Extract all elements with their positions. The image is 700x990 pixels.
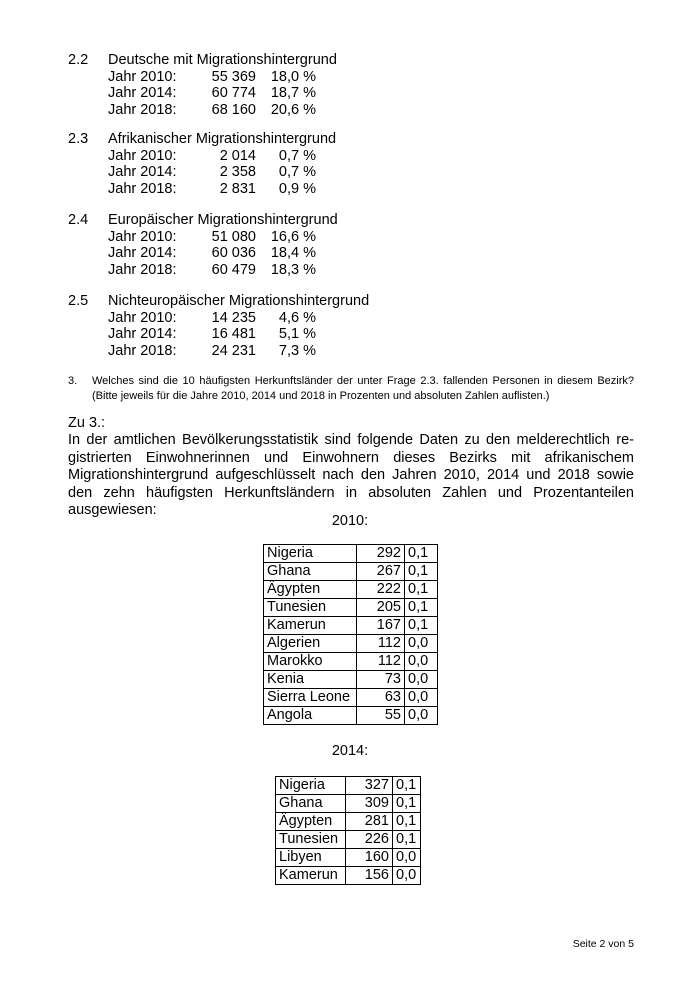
percent-cell: 0,1: [405, 599, 438, 617]
percent-cell: 0,1: [393, 777, 421, 795]
section-heading: [68, 52, 337, 69]
absolute-cell: 63: [357, 689, 405, 707]
percent-value: 20,6 %: [270, 101, 316, 118]
country-cell: Algerien: [264, 635, 357, 653]
absolute-value: 60 036: [211, 245, 256, 262]
country-cell: Kenia: [264, 671, 357, 689]
section-heading: [68, 293, 369, 310]
absolute-cell: 167: [357, 617, 405, 635]
table-row: [276, 813, 421, 831]
answer-heading: Zu 3.:: [68, 415, 106, 431]
percent-value: 18,7 %: [270, 85, 316, 102]
table-row: [264, 671, 438, 689]
absolute-cell: 112: [357, 653, 405, 671]
year-row: [108, 262, 338, 279]
answer-text: In der amtlichen Bevölkerungsstatistik sind folgende Daten zu den melderechtlich registrierten Einwohnerinnen und Einwohnern dieses Bezirks mit afrikanischem Migrationshintergrund aufgeschlüsselt nach den Jahren 2010, 2014 und 2018 sowie den zehn häufigsten Herkunftsländern in absoluten Zahlen und Prozentanteilen ausgewiesen:: [68, 432, 634, 518]
country-cell: Ägypten: [276, 813, 346, 831]
country-cell: Tunesien: [276, 831, 346, 849]
year-row: [108, 326, 369, 343]
country-cell: Ghana: [264, 563, 357, 581]
percent-cell: 0,0: [405, 689, 438, 707]
table-row: [276, 795, 421, 813]
section-2-4: [68, 212, 338, 278]
table-row: [276, 849, 421, 867]
page-number: Seite 2 von 5: [572, 938, 634, 950]
percent-cell: 0,0: [405, 707, 438, 725]
question-text: Welches sind die 10 häufigsten Herkunftsländer der unter Frage 2.3. fallenden Personen in diesem Bezirk? (Bitte jeweils für die Jahre 2010, 2014 und 2018 in Prozenten und absoluten Zahlen auflisten.): [92, 375, 634, 402]
percent-cell: 0,0: [405, 653, 438, 671]
absolute-cell: 112: [357, 635, 405, 653]
percent-value: 0,7 %: [278, 164, 316, 181]
percent-value: 5,1 %: [278, 326, 316, 343]
absolute-cell: 160: [346, 849, 393, 867]
country-cell: Marokko: [264, 653, 357, 671]
absolute-value: 2 014: [219, 147, 256, 164]
percent-value: 4,6 %: [278, 309, 316, 326]
year-label: Jahr 2010:: [108, 228, 177, 245]
absolute-cell: 281: [346, 813, 393, 831]
year-row: [108, 102, 337, 119]
percent-value: 0,9 %: [278, 180, 316, 197]
percent-value: 18,0 %: [270, 68, 316, 85]
table-row: [276, 777, 421, 795]
percent-cell: 0,0: [405, 671, 438, 689]
year-label: Jahr 2010:: [108, 309, 177, 326]
section-title: Deutsche mit Migrationshintergrund: [108, 52, 337, 68]
table-row: [264, 581, 438, 599]
country-cell: Tunesien: [264, 599, 357, 617]
percent-cell: 0,0: [393, 867, 421, 885]
section-number: 2.3: [68, 131, 89, 147]
percent-value: 0,7 %: [278, 147, 316, 164]
country-cell: Nigeria: [276, 777, 346, 795]
year-row: [108, 85, 337, 102]
year-row: [108, 148, 336, 165]
absolute-value: 2 358: [219, 164, 256, 181]
absolute-cell: 156: [346, 867, 393, 885]
table-row: [264, 545, 438, 563]
absolute-cell: 292: [357, 545, 405, 563]
table-row: [264, 599, 438, 617]
year-label: Jahr 2014:: [108, 326, 177, 343]
year-label: Jahr 2014:: [108, 164, 177, 181]
year-row: [108, 181, 336, 198]
table-year-label-2010: 2010:: [331, 513, 369, 529]
year-label: Jahr 2010:: [108, 68, 177, 85]
absolute-cell: 267: [357, 563, 405, 581]
percent-cell: 0,1: [405, 617, 438, 635]
country-cell: Angola: [264, 707, 357, 725]
year-label: Jahr 2014:: [108, 245, 177, 262]
absolute-value: 60 479: [211, 261, 256, 278]
table-row: [276, 867, 421, 885]
absolute-cell: 73: [357, 671, 405, 689]
section-number: 2.4: [68, 212, 89, 228]
absolute-value: 24 231: [211, 342, 256, 359]
absolute-value: 55 369: [211, 68, 256, 85]
section-2-3: [68, 131, 336, 197]
year-row: [108, 164, 336, 181]
year-label: Jahr 2018:: [108, 261, 177, 278]
percent-cell: 0,1: [405, 581, 438, 599]
percent-value: 16,6 %: [270, 228, 316, 245]
absolute-cell: 205: [357, 599, 405, 617]
section-title: Nichteuropäischer Migrationshintergrund: [108, 293, 370, 309]
section-heading: [68, 212, 338, 229]
year-row: [108, 245, 338, 262]
section-title: Afrikanischer Migrationshintergrund: [108, 131, 337, 147]
section-2-5: [68, 293, 369, 359]
section-number: 2.5: [68, 293, 89, 309]
absolute-cell: 226: [346, 831, 393, 849]
country-cell: Kamerun: [264, 617, 357, 635]
percent-value: 18,4 %: [270, 245, 316, 262]
percent-cell: 0,1: [405, 545, 438, 563]
country-cell: Ägypten: [264, 581, 357, 599]
absolute-value: 2 831: [219, 180, 256, 197]
question-3: [68, 374, 634, 404]
percent-cell: 0,1: [393, 795, 421, 813]
absolute-value: 68 160: [211, 101, 256, 118]
section-2-2: [68, 52, 337, 118]
country-cell: Libyen: [276, 849, 346, 867]
table-row: [264, 617, 438, 635]
country-cell: Kamerun: [276, 867, 346, 885]
percent-value: 7,3 %: [278, 342, 316, 359]
question-number: 3.: [68, 375, 78, 387]
table-row: [264, 653, 438, 671]
year-label: Jahr 2018:: [108, 342, 177, 359]
year-label: Jahr 2018:: [108, 180, 177, 197]
table-row: [264, 689, 438, 707]
absolute-cell: 327: [346, 777, 393, 795]
section-number: 2.2: [68, 52, 89, 68]
absolute-cell: 309: [346, 795, 393, 813]
absolute-value: 14 235: [211, 309, 256, 326]
absolute-cell: 222: [357, 581, 405, 599]
year-label: Jahr 2014:: [108, 85, 177, 102]
table-2010: [263, 544, 438, 725]
section-heading: [68, 131, 336, 148]
section-title: Europäischer Migrationshintergrund: [108, 212, 338, 228]
absolute-value: 60 774: [211, 85, 256, 102]
percent-cell: 0,0: [405, 635, 438, 653]
year-row: [108, 343, 369, 360]
table-row: [264, 563, 438, 581]
year-label: Jahr 2010:: [108, 147, 177, 164]
table-2014: [275, 776, 421, 885]
absolute-cell: 55: [357, 707, 405, 725]
year-label: Jahr 2018:: [108, 101, 177, 118]
percent-cell: 0,1: [393, 831, 421, 849]
table-row: [264, 707, 438, 725]
country-cell: Sierra Leone: [264, 689, 357, 707]
table-year-label-2014: 2014:: [331, 743, 369, 759]
table-row: [264, 635, 438, 653]
absolute-value: 51 080: [211, 228, 256, 245]
percent-cell: 0,1: [393, 813, 421, 831]
year-row: [108, 229, 338, 246]
percent-cell: 0,1: [405, 563, 438, 581]
absolute-value: 16 481: [211, 326, 256, 343]
percent-value: 18,3 %: [270, 261, 316, 278]
country-cell: Ghana: [276, 795, 346, 813]
percent-cell: 0,0: [393, 849, 421, 867]
year-row: [108, 310, 369, 327]
year-row: [108, 69, 337, 86]
country-cell: Nigeria: [264, 545, 357, 563]
table-row: [276, 831, 421, 849]
